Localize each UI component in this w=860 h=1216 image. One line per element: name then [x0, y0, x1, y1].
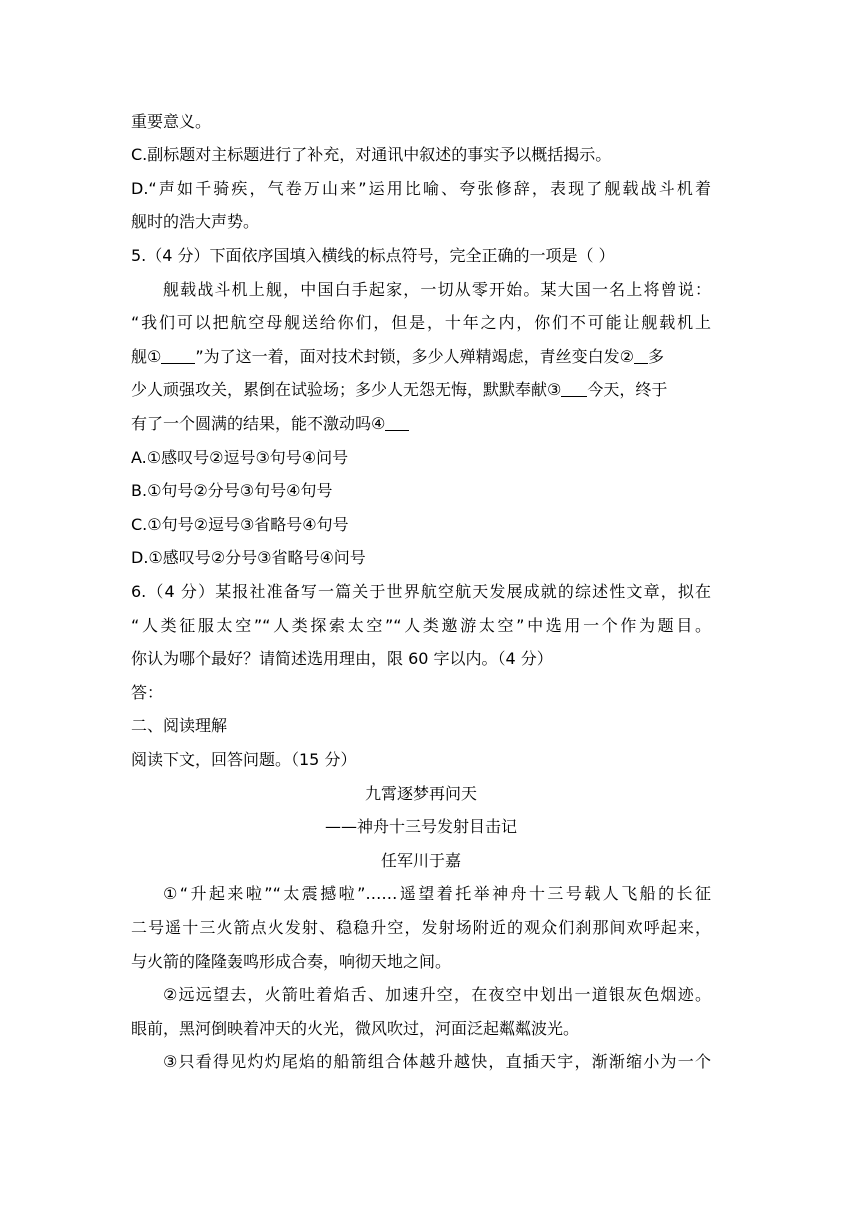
q5-text-3b: ”为了这一着，面对技术封锁，多少人殚精竭虑，青丝变白发② [195, 347, 634, 366]
section-instruction: 阅读下文，回答问题。（15 分） [131, 750, 357, 769]
blank-3[interactable] [561, 381, 587, 397]
blank-2[interactable] [634, 348, 648, 364]
paragraph-2-line1: ②远远望去，火箭吐着焰舌、加速升空，在夜空中划出一道银灰色烟迹。 [163, 985, 711, 1004]
paragraph-2-line2: 眼前，黑河倒映着冲天的火光，微风吹过，河面泛起粼粼波光。 [131, 1019, 580, 1038]
q5-text-3c: 多 [648, 347, 665, 366]
q6-answer-label: 答： [131, 683, 164, 702]
q5-option-a: A.①感叹号②逗号③句号④问号 [131, 448, 349, 467]
q6-stem-line3: 你认为哪个最好？请简述选用理由，限 60 字以内。（4 分） [131, 649, 553, 668]
q5-passage-line5 [131, 414, 711, 434]
paragraph-1-line3: 与火箭的隆隆轰鸣形成合奏，响彻天地之间。 [131, 952, 452, 971]
q5-passage-line3 [131, 347, 711, 367]
article-authors: 任军川于嘉 [380, 851, 461, 870]
article-subtitle: ——神舟十三号发射目击记 [324, 817, 517, 836]
q6-stem-line1: 6.（4 分）某报社准备写一篇关于世界航空航天发展成就的综述性文章，拟在 [131, 582, 711, 601]
q4-option-c: C.副标题对主标题进行了补充，对通讯中叙述的事实予以概括揭示。 [131, 145, 612, 164]
q5-passage-line4 [131, 380, 711, 400]
q5-option-b: B.①句号②分号③句号④句号 [131, 481, 333, 500]
paragraph-3-line1: ③只看得见灼灼尾焰的船箭组合体越升越快，直插天宇，渐渐缩小为一个 [163, 1052, 711, 1071]
q5-text-3a: 舰① [131, 347, 162, 366]
blank-4[interactable] [385, 415, 409, 431]
section-heading: 二、阅读理解 [131, 716, 228, 735]
q5-stem: 5.（4 分）下面依序国填入横线的标点符号，完全正确的一项是（ ） [131, 246, 615, 265]
q4-text-tail: 重要意义。 [131, 112, 212, 131]
q5-text-5: 有了一个圆满的结果，能不激动吗④ [131, 414, 386, 433]
q5-passage-line2: “我们可以把航空母舰送给你们，但是，十年之内，你们不可能让舰载机上 [131, 313, 711, 332]
q5-option-d: D.①感叹号②分号③省略号④问号 [131, 548, 366, 567]
q5-text-4a: 少人顽强攻关，累倒在试验场；多少人无怨无悔，默默奉献③ [131, 380, 562, 399]
q6-stem-line2: “人类征服太空”“人类探索太空”“人类邀游太空”中选用一个作为题目。 [131, 616, 711, 635]
q5-option-c: C.①句号②逗号③省略号④句号 [131, 515, 349, 534]
paragraph-1-line1: ①“升起来啦”“太震撼啦”……遥望着托举神舟十三号载人飞船的长征 [163, 884, 711, 903]
q5-passage-line1: 舰载战斗机上舰，中国白手起家，一切从零开始。某大国一名上将曾说： [163, 280, 711, 299]
blank-1[interactable] [161, 348, 195, 364]
q4-option-d-line1: D.“声如千骑疾，气卷万山来”运用比喻、夸张修辞，表现了舰载战斗机着 [131, 179, 711, 198]
article-title: 九霄逐梦再问天 [364, 784, 477, 803]
paragraph-1-line2: 二号遥十三火箭点火发射、稳稳升空，发射场附近的观众们刹那间欢呼起来， [131, 918, 711, 937]
q5-text-4b: 今天，终于 [587, 380, 668, 399]
q4-option-d-line2: 舰时的浩大声势。 [131, 212, 260, 231]
